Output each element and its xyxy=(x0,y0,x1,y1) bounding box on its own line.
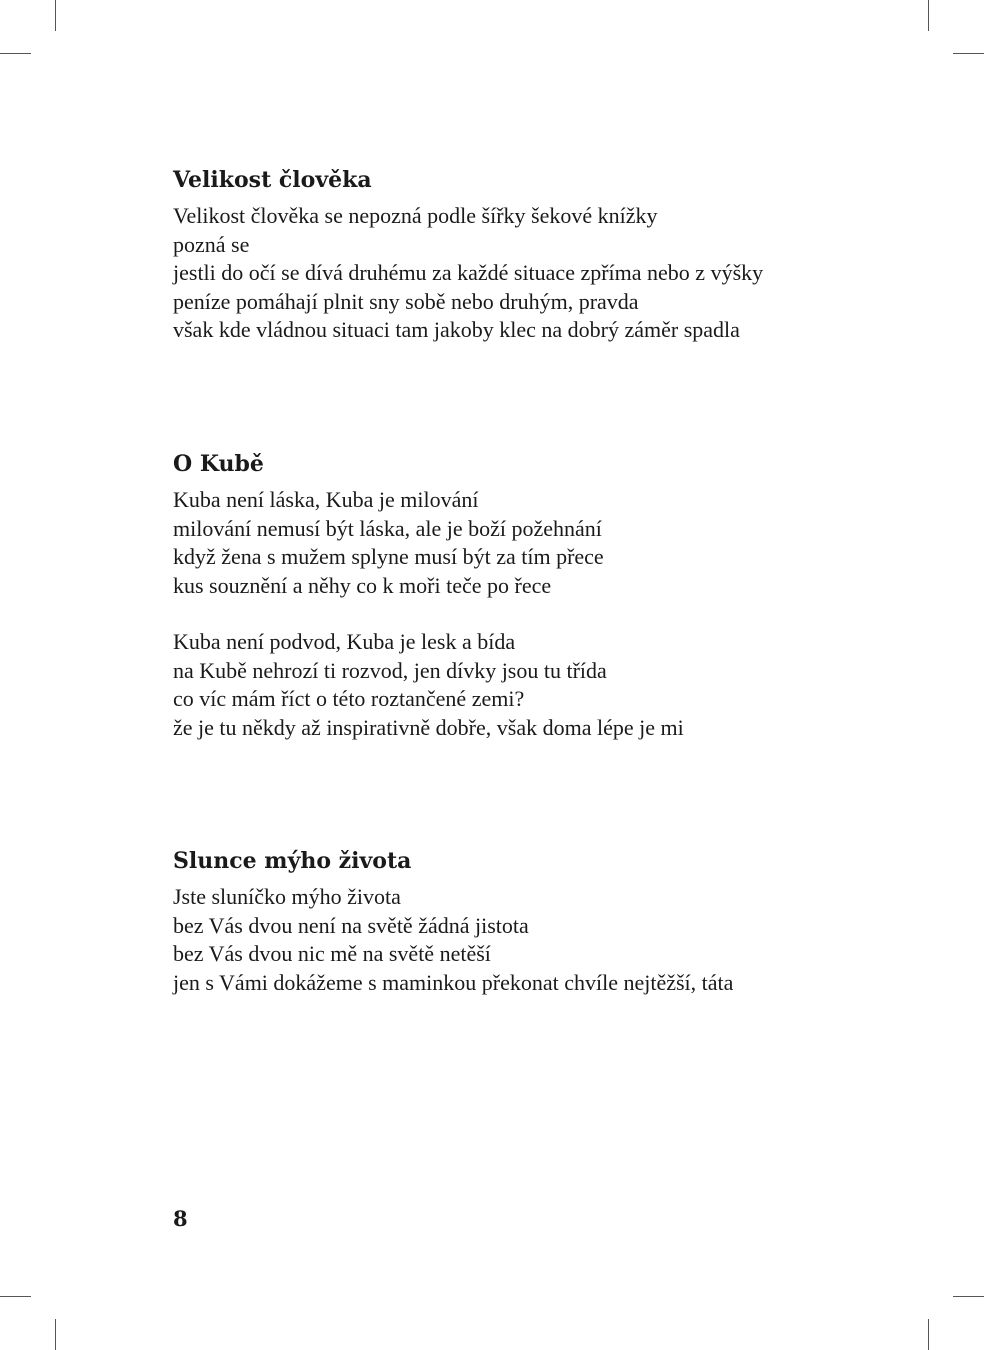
crop-mark-top-left-horizontal xyxy=(0,53,31,54)
verse-line: kus souznění a něhy co k moři teče po řece xyxy=(173,572,552,598)
verse-line: bez Vás dvou není na světě žádná jistota xyxy=(173,912,529,938)
crop-mark-bottom-right-horizontal xyxy=(953,1296,984,1297)
stanza xyxy=(173,486,873,600)
verse-line: bez Vás dvou nic mě na světě netěší xyxy=(173,941,491,966)
crop-mark-top-right-horizontal xyxy=(953,53,984,54)
verse-line: jen s Vámi dokážeme s maminkou překonat chvíle nejtěžší, táta xyxy=(173,969,734,995)
verse-line: milování nemusí být láska, ale je boží požehnání xyxy=(173,515,602,541)
crop-mark-top-right-vertical xyxy=(928,0,929,31)
poem-title: O Kubě xyxy=(173,451,264,477)
verse-line: co víc mám říct o této roztančené zemi? xyxy=(173,686,525,711)
verse-line: jestli do očí se dívá druhému za každé situace zpříma nebo z výšky xyxy=(173,260,764,285)
verse-line: Velikost člověka se nepozná podle šířky šekové knížky xyxy=(173,203,658,228)
verse-line: však kde vládnou situaci tam jakoby klec na dobrý záměr spadla xyxy=(173,317,740,342)
verse-line: že je tu někdy až inspirativně dobře, však doma lépe je mi xyxy=(173,714,684,740)
poem-o-kube xyxy=(173,450,873,742)
stanza xyxy=(173,628,873,742)
crop-mark-bottom-left-horizontal xyxy=(0,1296,31,1297)
verse-line: když žena s mužem splyne musí být za tím přece xyxy=(173,544,604,569)
verse-line: Jste sluníčko mýho života xyxy=(173,884,401,909)
crop-mark-bottom-right-vertical xyxy=(928,1319,929,1350)
poem-title: Velikost člověka xyxy=(173,167,372,193)
poem-velikost-cloveka xyxy=(173,166,873,345)
verse-line: Kuba není láska, Kuba je milování xyxy=(173,487,479,512)
page-number: 8 xyxy=(173,1206,188,1231)
crop-mark-top-left-vertical xyxy=(55,0,56,31)
verse-line: peníze pomáhají plnit sny sobě nebo druhým, pravda xyxy=(173,288,639,314)
verse-line: pozná se xyxy=(173,231,250,257)
poem-title: Slunce mýho života xyxy=(173,848,412,874)
verse-line: Kuba není podvod, Kuba je lesk a bída xyxy=(173,629,516,654)
stanza xyxy=(173,883,873,997)
crop-mark-bottom-left-vertical xyxy=(55,1319,56,1350)
stanza xyxy=(173,202,873,345)
poem-slunce-myho-zivota xyxy=(173,847,873,997)
verse-line: na Kubě nehrozí ti rozvod, jen dívky jsou tu třída xyxy=(173,657,607,683)
